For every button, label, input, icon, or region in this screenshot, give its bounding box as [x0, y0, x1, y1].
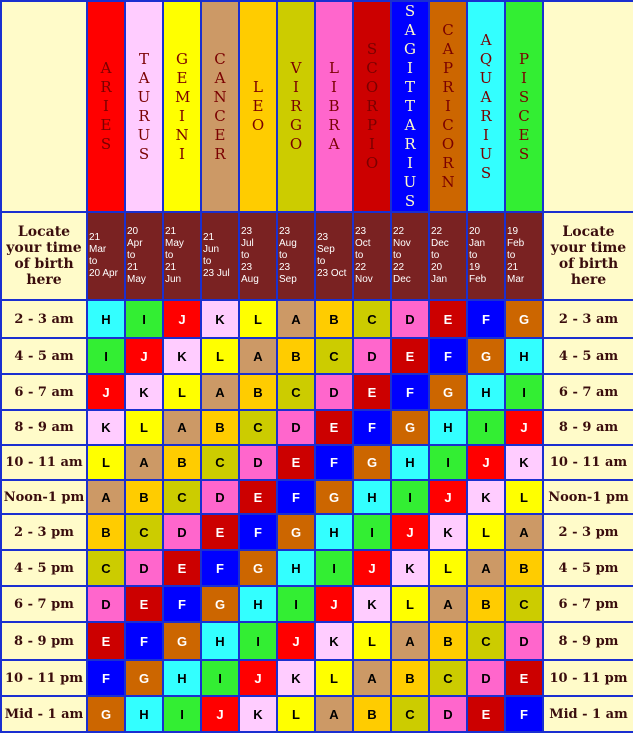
date-range-line: to: [241, 250, 250, 261]
sign-letter-cell: G: [315, 480, 353, 514]
sign-date-range: [125, 212, 163, 300]
sign-letter-cell: K: [467, 480, 505, 514]
sign-date-range: [277, 212, 315, 300]
sign-letter-cell: B: [353, 696, 391, 732]
date-range-line: 21: [127, 262, 139, 273]
sign-letter-cell: D: [353, 338, 391, 374]
sign-header-gemini: [163, 1, 201, 212]
sign-letter-cell: K: [163, 338, 201, 374]
sign-letter-cell: C: [467, 622, 505, 660]
sign-letter-cell: D: [163, 514, 201, 550]
sign-letter-cell: A: [277, 300, 315, 338]
sign-name-label: GEMINI: [175, 49, 191, 163]
sign-date-range: [391, 212, 429, 300]
date-range-line: 23: [279, 262, 291, 273]
sign-letter-cell: G: [87, 696, 125, 732]
date-range-line: Jun: [203, 244, 220, 255]
sign-letter-cell: A: [125, 445, 163, 480]
date-range-line: Feb: [507, 238, 525, 249]
time-row: [1, 514, 633, 550]
sign-letter-cell: A: [163, 410, 201, 445]
date-range-line: Mar: [507, 274, 525, 285]
time-label-right: 4 - 5 pm: [543, 550, 633, 586]
sign-letter-cell: H: [505, 338, 543, 374]
sign-letter-cell: L: [505, 480, 543, 514]
sign-letter-cell: H: [87, 300, 125, 338]
date-range-line: 23 Jul: [203, 268, 230, 279]
sign-letter-cell: K: [391, 550, 429, 586]
time-row: [1, 374, 633, 410]
sign-letter-cell: E: [429, 300, 467, 338]
sign-name-label: ARIES: [100, 59, 112, 153]
sign-letter-cell: C: [505, 586, 543, 622]
sign-letter-cell: F: [391, 374, 429, 410]
sign-letter-cell: G: [391, 410, 429, 445]
sign-letter-cell: F: [163, 586, 201, 622]
sign-letter-cell: K: [429, 514, 467, 550]
date-range-line: to: [317, 256, 326, 267]
date-range-line: 21: [165, 226, 177, 237]
time-label-left: 4 - 5 pm: [1, 550, 87, 586]
time-label-left: 2 - 3 am: [1, 300, 87, 338]
sign-letter-cell: J: [353, 550, 391, 586]
time-label-right: Noon-1 pm: [543, 480, 633, 514]
sign-letter-cell: G: [125, 660, 163, 696]
sign-name-label: CANCER: [213, 49, 227, 163]
sign-letter-cell: L: [125, 410, 163, 445]
sign-header-taurus: [125, 1, 163, 212]
sign-letter-cell: K: [201, 300, 239, 338]
sign-name-label: AQUARIUS: [479, 30, 493, 182]
sign-letter-cell: D: [467, 660, 505, 696]
time-label-left: 10 - 11 pm: [1, 660, 87, 696]
sign-letter-cell: B: [467, 586, 505, 622]
sign-date-range: [353, 212, 391, 300]
sign-letter-cell: E: [505, 660, 543, 696]
sign-date-range: [87, 212, 125, 300]
date-range-line: 23 Oct: [317, 268, 347, 279]
sign-letter-cell: B: [163, 445, 201, 480]
sign-letter-cell: K: [87, 410, 125, 445]
sign-letter-cell: D: [429, 696, 467, 732]
date-range-line: to: [507, 250, 516, 261]
sign-letter-cell: B: [87, 514, 125, 550]
sign-letter-cell: J: [163, 300, 201, 338]
sign-letter-cell: K: [353, 586, 391, 622]
time-row: [1, 480, 633, 514]
time-label-left: 8 - 9 pm: [1, 622, 87, 660]
time-row: [1, 696, 633, 732]
sign-date-range: [505, 212, 543, 300]
sign-letter-cell: J: [467, 445, 505, 480]
sign-letter-cell: L: [277, 696, 315, 732]
date-range-line: Nov: [355, 274, 373, 285]
sign-letter-cell: H: [201, 622, 239, 660]
sign-name-label: LEO: [251, 78, 265, 134]
sign-letter-cell: H: [315, 514, 353, 550]
time-row: [1, 660, 633, 696]
time-label-left: Noon-1 pm: [1, 480, 87, 514]
sign-letter-cell: H: [277, 550, 315, 586]
sign-letter-cell: I: [353, 514, 391, 550]
sign-letter-cell: A: [239, 338, 277, 374]
date-range-line: 23: [355, 226, 367, 237]
sign-letter-cell: K: [125, 374, 163, 410]
time-label-left: 4 - 5 am: [1, 338, 87, 374]
date-range-line: Jul: [241, 238, 254, 249]
sign-letter-cell: E: [201, 514, 239, 550]
time-label-left: 8 - 9 am: [1, 410, 87, 445]
sign-letter-cell: L: [201, 338, 239, 374]
sign-letter-cell: F: [125, 622, 163, 660]
time-label-right: 10 - 11 am: [543, 445, 633, 480]
sign-letter-cell: C: [163, 480, 201, 514]
sign-letter-cell: G: [353, 445, 391, 480]
sign-letter-cell: L: [315, 660, 353, 696]
sign-letter-cell: H: [467, 374, 505, 410]
sign-name-label: SAGITTARIUS: [403, 2, 417, 210]
date-range-line: 19: [507, 226, 519, 237]
sign-date-row: [1, 212, 633, 300]
sign-letter-cell: F: [239, 514, 277, 550]
sign-letter-cell: D: [239, 445, 277, 480]
date-range-line: 20: [469, 226, 481, 237]
sign-letter-cell: B: [125, 480, 163, 514]
sign-letter-cell: D: [391, 300, 429, 338]
sign-letter-cell: B: [315, 300, 353, 338]
date-range-line: Feb: [469, 274, 487, 285]
date-range-line: Oct: [355, 238, 371, 249]
time-label-left: 6 - 7 pm: [1, 586, 87, 622]
sign-letter-cell: B: [201, 410, 239, 445]
date-range-line: 20: [431, 262, 443, 273]
sign-name-label: CAPRICORN: [441, 21, 455, 191]
date-range-line: to: [431, 250, 440, 261]
time-row: [1, 622, 633, 660]
sign-letter-cell: J: [505, 410, 543, 445]
sign-header-pisces: [505, 1, 543, 212]
sign-letter-cell: A: [467, 550, 505, 586]
sign-letter-cell: A: [505, 514, 543, 550]
time-label-right: 8 - 9 am: [543, 410, 633, 445]
sign-letter-cell: H: [239, 586, 277, 622]
sign-letter-cell: C: [239, 410, 277, 445]
date-range-line: Jun: [165, 274, 182, 285]
sign-letter-cell: E: [277, 445, 315, 480]
sign-letter-cell: F: [353, 410, 391, 445]
sign-letter-cell: C: [87, 550, 125, 586]
sign-date-range: [315, 212, 353, 300]
locate-time-label-right: Locate your time of birth here: [543, 212, 633, 300]
sign-letter-cell: I: [201, 660, 239, 696]
sign-letter-cell: G: [239, 550, 277, 586]
time-label-right: 8 - 9 pm: [543, 622, 633, 660]
sign-letter-cell: L: [391, 586, 429, 622]
sign-name-label: VIRGO: [289, 59, 303, 153]
sign-letter-cell: L: [239, 300, 277, 338]
date-range-line: Aug: [279, 238, 297, 249]
time-row: [1, 338, 633, 374]
time-label-right: 2 - 3 am: [543, 300, 633, 338]
time-row: [1, 300, 633, 338]
time-label-right: Mid - 1 am: [543, 696, 633, 732]
time-row: [1, 586, 633, 622]
date-range-line: to: [203, 256, 212, 267]
sign-letter-cell: D: [277, 410, 315, 445]
sign-letter-cell: C: [353, 300, 391, 338]
sign-letter-cell: F: [429, 338, 467, 374]
locate-time-label-left: Locate your time of birth here: [1, 212, 87, 300]
sign-letter-cell: B: [505, 550, 543, 586]
sign-letter-cell: I: [125, 300, 163, 338]
date-range-line: to: [89, 256, 98, 267]
sign-letter-cell: H: [429, 410, 467, 445]
sign-header-sagittarius: [391, 1, 429, 212]
sign-letter-cell: E: [87, 622, 125, 660]
sign-letter-cell: F: [87, 660, 125, 696]
time-label-right: 2 - 3 pm: [543, 514, 633, 550]
sign-letter-cell: D: [315, 374, 353, 410]
sign-name-label: SCORPIO: [365, 40, 379, 172]
sign-letter-cell: A: [315, 696, 353, 732]
sign-letter-cell: D: [87, 586, 125, 622]
date-range-line: 21: [89, 232, 101, 243]
sign-letter-cell: E: [315, 410, 353, 445]
sign-date-range: [429, 212, 467, 300]
time-row: [1, 550, 633, 586]
time-label-left: Mid - 1 am: [1, 696, 87, 732]
date-range-line: to: [165, 250, 174, 261]
sign-letter-cell: F: [277, 480, 315, 514]
sign-letter-cell: K: [315, 622, 353, 660]
time-row: [1, 410, 633, 445]
sign-letter-cell: E: [391, 338, 429, 374]
sign-letter-cell: B: [277, 338, 315, 374]
date-range-line: 21: [507, 262, 519, 273]
date-range-line: 22: [355, 262, 367, 273]
time-label-right: 6 - 7 am: [543, 374, 633, 410]
sign-letter-cell: J: [239, 660, 277, 696]
sign-letter-cell: G: [277, 514, 315, 550]
sign-letter-cell: I: [163, 696, 201, 732]
date-range-line: Jan: [431, 274, 448, 285]
date-range-line: to: [127, 250, 136, 261]
sign-letter-cell: H: [125, 696, 163, 732]
sign-letter-cell: B: [429, 622, 467, 660]
corner-cell-right: [543, 1, 633, 212]
sign-letter-cell: I: [505, 374, 543, 410]
sign-letter-cell: E: [239, 480, 277, 514]
sign-date-range: [201, 212, 239, 300]
sign-letter-cell: G: [505, 300, 543, 338]
sign-header-capricorn: [429, 1, 467, 212]
sign-letter-cell: G: [467, 338, 505, 374]
sign-letter-cell: A: [353, 660, 391, 696]
time-label-left: 2 - 3 pm: [1, 514, 87, 550]
sign-letter-cell: I: [391, 480, 429, 514]
sign-letter-cell: J: [277, 622, 315, 660]
date-range-line: Mar: [89, 244, 107, 255]
sign-letter-cell: A: [201, 374, 239, 410]
date-range-line: to: [279, 250, 288, 261]
corner-cell: [1, 1, 87, 212]
sign-name-row: [1, 1, 633, 212]
sign-letter-cell: D: [125, 550, 163, 586]
date-range-line: to: [393, 250, 402, 261]
date-range-line: 22: [393, 262, 405, 273]
sign-letter-cell: F: [505, 696, 543, 732]
sign-letter-cell: H: [163, 660, 201, 696]
date-range-line: 20 Apr: [89, 268, 118, 279]
sign-name-label: PISCES: [518, 49, 530, 163]
sign-letter-cell: I: [429, 445, 467, 480]
date-range-line: May: [127, 274, 146, 285]
sign-letter-cell: B: [391, 660, 429, 696]
sign-date-range: [467, 212, 505, 300]
date-range-line: to: [469, 250, 478, 261]
sign-letter-cell: E: [125, 586, 163, 622]
date-range-line: Sep: [317, 244, 335, 255]
sign-letter-cell: A: [429, 586, 467, 622]
date-range-line: May: [165, 238, 184, 249]
time-label-right: 6 - 7 pm: [543, 586, 633, 622]
sign-letter-cell: L: [467, 514, 505, 550]
sign-letter-cell: L: [163, 374, 201, 410]
sign-letter-cell: I: [239, 622, 277, 660]
sign-letter-cell: L: [87, 445, 125, 480]
date-range-line: 21: [165, 262, 177, 273]
time-label-left: 10 - 11 am: [1, 445, 87, 480]
sign-header-aquarius: [467, 1, 505, 212]
date-range-line: Jan: [469, 238, 486, 249]
sign-letter-cell: G: [201, 586, 239, 622]
date-range-line: 23: [241, 262, 253, 273]
sign-date-range: [239, 212, 277, 300]
sign-letter-cell: I: [277, 586, 315, 622]
sign-letter-cell: E: [163, 550, 201, 586]
sign-letter-cell: C: [391, 696, 429, 732]
sign-header-leo: [239, 1, 277, 212]
date-range-line: Apr: [127, 238, 143, 249]
date-range-line: Nov: [393, 238, 411, 249]
sign-header-libra: [315, 1, 353, 212]
date-range-line: 23: [317, 232, 329, 243]
date-range-line: 19: [469, 262, 481, 273]
sign-letter-cell: C: [201, 445, 239, 480]
time-row: [1, 445, 633, 480]
sign-letter-cell: I: [87, 338, 125, 374]
sign-letter-cell: G: [429, 374, 467, 410]
sign-header-cancer: [201, 1, 239, 212]
sign-letter-cell: A: [87, 480, 125, 514]
sign-letter-cell: L: [353, 622, 391, 660]
sign-letter-cell: J: [315, 586, 353, 622]
sign-letter-cell: K: [505, 445, 543, 480]
date-range-line: Aug: [241, 274, 259, 285]
date-range-line: Dec: [393, 274, 411, 285]
date-range-line: 23: [241, 226, 253, 237]
sign-letter-cell: H: [391, 445, 429, 480]
date-range-line: 22: [393, 226, 405, 237]
sign-letter-cell: C: [125, 514, 163, 550]
sign-letter-cell: D: [201, 480, 239, 514]
sign-date-range: [163, 212, 201, 300]
sign-letter-cell: J: [391, 514, 429, 550]
sign-letter-cell: K: [277, 660, 315, 696]
date-range-line: Sep: [279, 274, 297, 285]
sign-letter-cell: B: [239, 374, 277, 410]
sign-header-virgo: [277, 1, 315, 212]
sign-header-scorpio: [353, 1, 391, 212]
date-range-line: 20: [127, 226, 139, 237]
sign-name-label: TAURUS: [137, 49, 151, 163]
sign-letter-cell: G: [163, 622, 201, 660]
sign-letter-cell: E: [467, 696, 505, 732]
date-range-line: 22: [431, 226, 443, 237]
sign-letter-cell: C: [429, 660, 467, 696]
sign-letter-cell: C: [277, 374, 315, 410]
sign-letter-cell: K: [239, 696, 277, 732]
sign-letter-cell: I: [467, 410, 505, 445]
sign-letter-cell: F: [467, 300, 505, 338]
date-range-line: 23: [279, 226, 291, 237]
sign-letter-cell: D: [505, 622, 543, 660]
time-label-right: 4 - 5 am: [543, 338, 633, 374]
sign-letter-cell: A: [391, 622, 429, 660]
time-label-left: 6 - 7 am: [1, 374, 87, 410]
sign-letter-cell: J: [429, 480, 467, 514]
sign-letter-cell: I: [315, 550, 353, 586]
sign-letter-cell: C: [315, 338, 353, 374]
date-range-line: 21: [203, 232, 215, 243]
sign-letter-cell: J: [125, 338, 163, 374]
sign-letter-cell: F: [201, 550, 239, 586]
sign-header-aries: [87, 1, 125, 212]
sign-letter-cell: F: [315, 445, 353, 480]
time-label-right: 10 - 11 pm: [543, 660, 633, 696]
date-range-line: to: [355, 250, 364, 261]
sign-letter-cell: E: [353, 374, 391, 410]
date-range-line: Dec: [431, 238, 449, 249]
sign-letter-cell: J: [201, 696, 239, 732]
sign-letter-cell: L: [429, 550, 467, 586]
sign-letter-cell: J: [87, 374, 125, 410]
sign-letter-cell: H: [353, 480, 391, 514]
sign-name-label: LIBRA: [328, 59, 340, 153]
